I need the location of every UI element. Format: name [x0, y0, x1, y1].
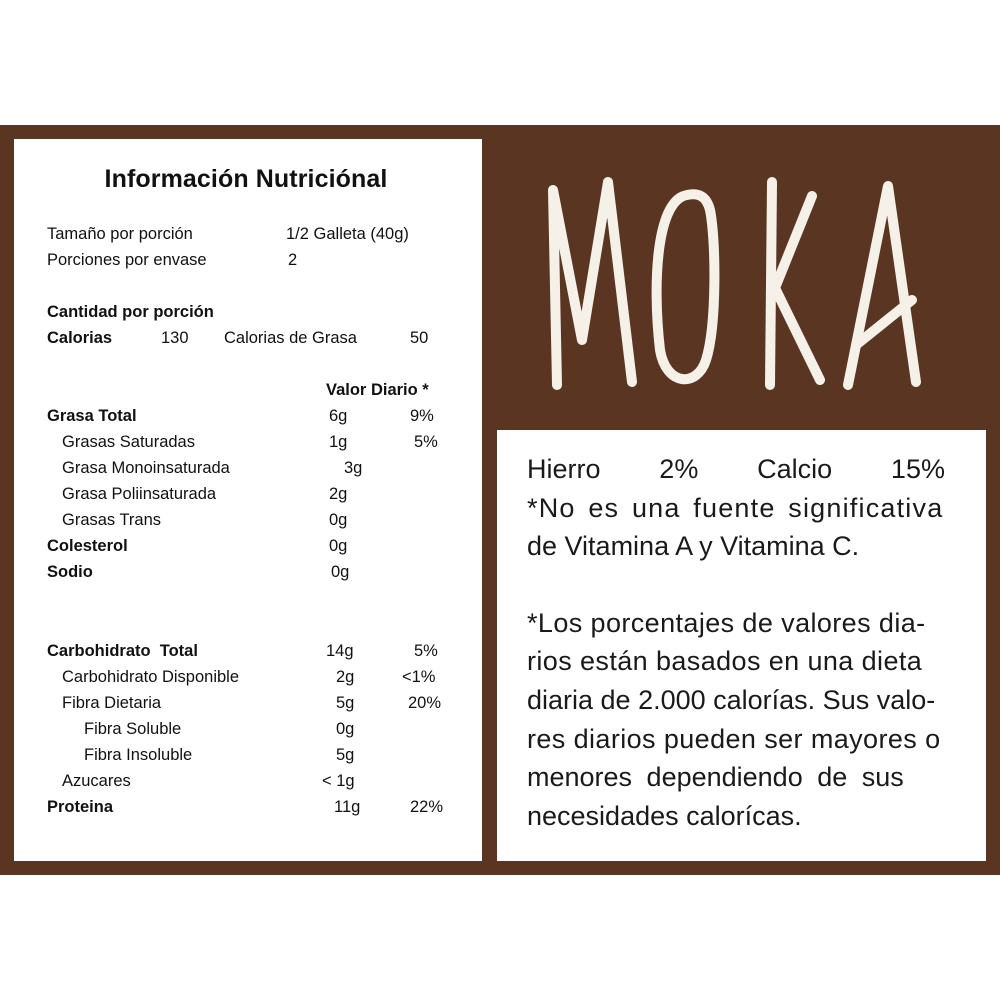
row-amount-grasa-monoinsaturada: 3g: [344, 459, 363, 477]
row-label-proteina: Proteina: [47, 798, 114, 816]
vitamin-note-line-2: de Vitamina A y Vitamina C.: [527, 531, 860, 562]
row-label-fibra-insoluble: Fibra Insoluble: [84, 746, 193, 764]
iron-label: Hierro: [527, 454, 601, 484]
calcium-label: Calcio: [757, 454, 833, 484]
row-label-grasa-poliinsaturada: Grasa Poliinsaturada: [62, 485, 217, 503]
calories-label: Calorias: [47, 329, 113, 347]
nutrition-facts-panel: [14, 139, 482, 861]
row-dv-grasa-total: 9%: [410, 407, 434, 425]
amount-header: Cantidad por porción: [47, 303, 214, 321]
row-amount-colesterol: 0g: [329, 537, 348, 555]
footnote-line-4: res diarios pueden ser mayores o: [527, 723, 941, 754]
row-label-fibra-soluble: Fibra Soluble: [84, 720, 182, 738]
row-amount-fibra-soluble: 0g: [336, 720, 355, 738]
row-amount-grasas-trans: 0g: [329, 511, 348, 529]
row-label-grasa-monoinsaturada: Grasa Monoinsaturada: [62, 459, 230, 477]
calories-value: 130: [161, 329, 189, 347]
footnote-line-2: rios están basados en una dieta: [527, 646, 923, 677]
iron-value: 2%: [659, 454, 699, 484]
row-amount-grasa-total: 6g: [329, 407, 348, 425]
row-dv-proteina: 22%: [410, 798, 444, 816]
servings-value: 2: [288, 251, 298, 269]
row-amount-fibra-insoluble: 5g: [336, 746, 355, 764]
row-amount-fibra-dietaria: 5g: [336, 694, 355, 712]
footnote-line-5: menores dependiendo de sus: [527, 762, 904, 793]
row-dv-grasas-saturadas: 5%: [414, 433, 438, 451]
servings-label: Porciones por envase: [47, 251, 207, 269]
row-label-fibra-dietaria: Fibra Dietaria: [62, 694, 162, 712]
row-label-grasas-saturadas: Grasas Saturadas: [62, 433, 195, 451]
row-amount-proteina: 11g: [334, 798, 361, 816]
row-label-carbohidrato-total: Carbohidrato Total: [47, 642, 198, 660]
row-amount-carbohidrato-total: 14g: [326, 642, 354, 660]
minerals-note-panel: [497, 430, 986, 861]
row-amount-grasas-saturadas: 1g: [329, 433, 348, 451]
footnote-line-6: necesidades caloríсas.: [527, 800, 802, 831]
row-dv-carbohidrato-disponible: <1%: [402, 668, 436, 686]
row-label-carbohidrato-disponible: Carbohidrato Disponible: [62, 668, 240, 686]
brand-logo-moka: [520, 160, 980, 400]
serving-size-label: Tamaño por porción: [47, 225, 193, 243]
row-label-grasas-trans: Grasas Trans: [62, 511, 162, 529]
row-amount-carbohidrato-disponible: 2g: [336, 668, 355, 686]
fat-calories-value: 50: [410, 329, 429, 347]
row-label-colesterol: Colesterol: [47, 537, 128, 555]
daily-value-header: Valor Diario *: [326, 381, 429, 399]
row-amount-azucares: < 1g: [322, 772, 355, 790]
vitamin-note-line-1: *No es una fuente significativa: [527, 492, 944, 523]
fat-calories-label: Calorias de Grasa: [224, 329, 357, 347]
calcium-value: 15%: [890, 454, 945, 484]
serving-size-value: 1/2 Galleta (40g): [286, 225, 409, 243]
row-dv-fibra-dietaria: 20%: [408, 694, 442, 712]
nutrition-title: Información Nutriciónal: [104, 165, 388, 193]
row-label-azucares: Azucares: [62, 772, 131, 790]
footnote-line-1: *Los porcentajes de valores dia-: [527, 607, 926, 638]
minerals-line: [527, 450, 945, 489]
row-dv-carbohidrato-total: 5%: [414, 642, 438, 660]
row-amount-grasa-poliinsaturada: 2g: [329, 485, 348, 503]
footnote-line-3: diaria de 2.000 calorías. Sus valo-: [527, 684, 936, 715]
row-amount-sodio: 0g: [331, 563, 350, 581]
row-label-sodio: Sodio: [47, 563, 93, 581]
row-label-grasa-total: Grasa Total: [47, 407, 137, 425]
